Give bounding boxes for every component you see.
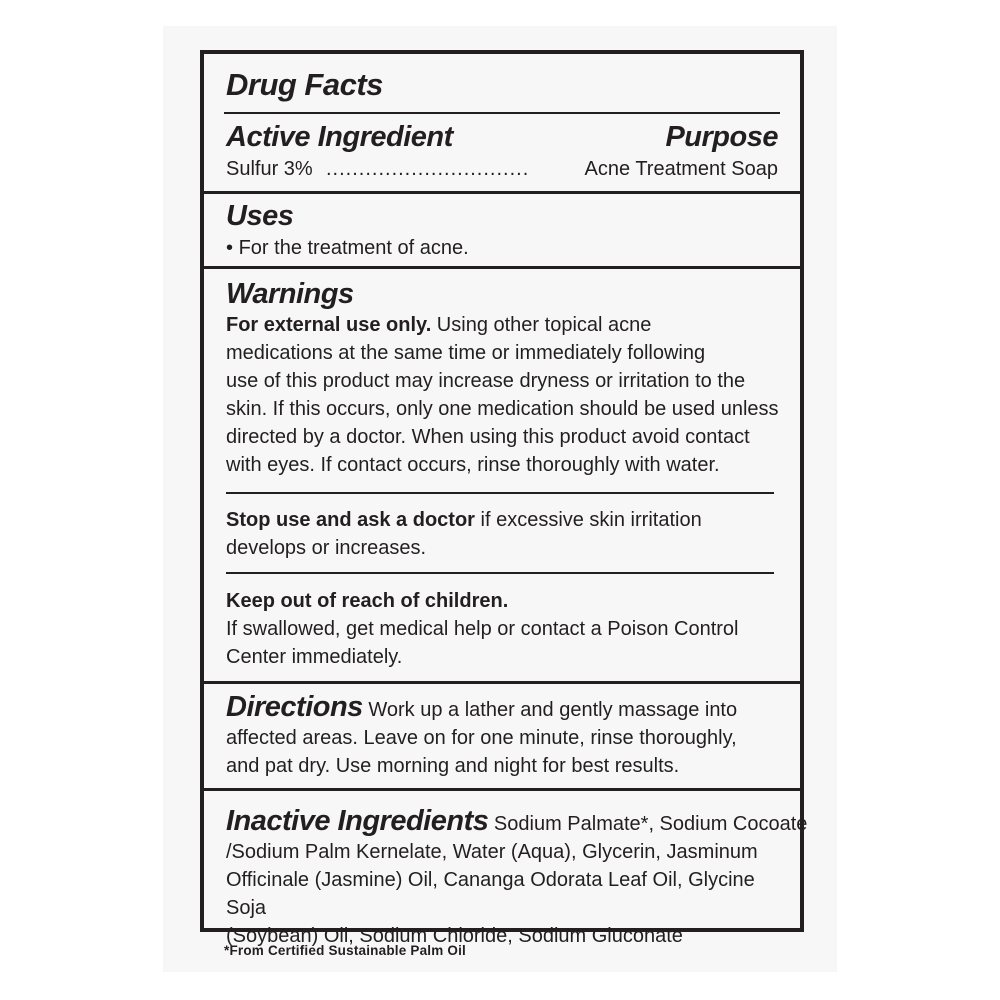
keep-out-paragraph [226,587,739,671]
warning-line: use of this product may increase dryness or irritation to the [226,370,746,392]
bullet-icon: • [226,237,234,259]
keep-out-line: Center immediately. [226,646,403,668]
directions-heading: Directions [226,691,363,723]
warning-line: with eyes. If contact occurs, rinse thoroughly with water. [226,454,720,476]
drug-facts-title: Drug Facts [226,67,383,102]
inactive-line: /Sodium Palm Kernelate, Water (Aqua), Glycerin, Jasminum [226,841,758,863]
directions-line: affected areas. Leave on for one minute, rinse thoroughly, [226,727,737,749]
stop-use-line: if excessive skin irritation [474,509,702,531]
stop-use-line: develops or increases. [226,537,427,559]
warning-line: directed by a doctor. When using this product avoid contact [226,426,750,448]
warnings-subdivider [226,572,774,574]
section-divider [204,191,800,194]
inactive-ingredients-paragraph [226,805,808,950]
active-ingredient-value: Sulfur 3% [226,158,313,180]
warning-line: Using other topical acne [431,314,652,336]
active-ingredient-heading: Active Ingredient [226,121,453,153]
uses-heading: Uses [226,200,294,232]
stop-use-paragraph [226,506,702,562]
external-use-bold: For external use only. [226,314,432,336]
purpose-value: Acne Treatment Soap [584,158,778,180]
warning-line: medications at the same time or immediately following [226,342,706,364]
uses-item-text: For the treatment of acne. [238,237,469,259]
directions-paragraph [226,691,796,780]
section-divider [204,681,800,684]
leader-dots: ............................... [326,158,530,180]
purpose-heading: Purpose [665,121,778,153]
inactive-ingredients-heading: Inactive Ingredients [226,805,489,837]
inactive-line: (Soybean) Oil, Sodium Chloride, Sodium Gluconate [226,925,683,947]
stop-use-bold: Stop use and ask a doctor [226,509,475,531]
directions-line: and pat dry. Use morning and night for best results. [226,755,680,777]
title-divider [224,112,780,114]
directions-line: Work up a lather and gently massage into [362,699,738,721]
keep-out-bold: Keep out of reach of children. [226,590,509,612]
warnings-external-paragraph [226,311,796,479]
inactive-line: Sodium Palmate*, Sodium Cocoate [488,813,808,835]
warnings-subdivider [226,492,774,494]
uses-item [226,234,469,262]
drug-facts-panel [200,50,808,947]
keep-out-line: If swallowed, get medical help or contact a Poison Control [226,618,739,640]
section-divider [204,266,800,269]
warnings-heading: Warnings [226,278,354,310]
inactive-line: Officinale (Jasmine) Oil, Cananga Odorata Leaf Oil, Glycine Soja [226,869,755,919]
section-divider [204,788,800,791]
warning-line: skin. If this occurs, only one medication should be used unless [226,398,779,420]
palm-oil-footnote: *From Certified Sustainable Palm Oil [224,943,467,958]
